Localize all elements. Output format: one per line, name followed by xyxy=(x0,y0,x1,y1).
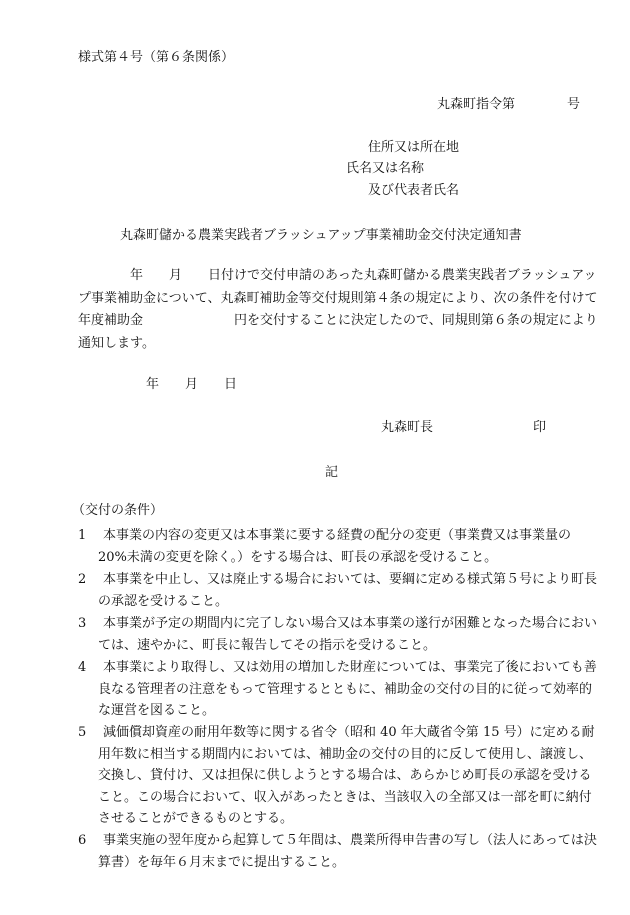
condition-text: 事業実施の翌年度から起算して５年間は、農業所得申告書の写し（法人にあっては決算書）を毎年６月末までに提出すること。 xyxy=(90,833,597,870)
condition-number: 2 xyxy=(78,572,87,587)
conditions-header: （交付の条件） xyxy=(72,503,164,518)
condition-number: 6 xyxy=(78,833,87,848)
condition-number: 1 xyxy=(78,528,87,543)
condition-item xyxy=(78,657,602,722)
condition-number: 5 xyxy=(78,725,87,740)
issue-date: 年 月 日 xyxy=(146,377,238,392)
condition-text: 減価償却資産の耐用年数等に関する省令（昭和 40 年大蔵省令第 15 号）に定める耐用年数に相当する期間内においては、補助金の交付の目的に反して使用し、譲渡し、交換し、貸付け、又は担保に供しようとする場合は、あらかじめ町長の承認を受けること。この場合において、収入があったときは、当該収入の全部又は一部を町に納付させることができるものとする。 xyxy=(90,725,595,826)
condition-text: 本事業が予定の期間内に完了しない場合又は本事業の遂行が困難となった場合においては、速やかに、町長に報告してその指示を受けること。 xyxy=(90,616,598,653)
document-title: 丸森町儲かる農業実践者ブラッシュアップ事業補助金交付決定通知書 xyxy=(120,228,522,243)
recipient-name: 氏名又は名称 xyxy=(346,161,425,176)
form-label: 様式第４号（第６条関係） xyxy=(78,50,235,65)
issuer-name: 丸森町長 xyxy=(381,420,434,435)
recipient-representative: 及び代表者氏名 xyxy=(368,183,460,198)
condition-number: 3 xyxy=(78,616,87,631)
body-paragraph: 年 月 日付けで交付申請のあった丸森町儲かる農業実践者ブラッシュアップ事業補助金について、丸森町補助金等交付規則第４条の規定により、次の条件を付けて 年度補助金 円を交付することに決定したので、同規則第６条の規定により通知します。 xyxy=(78,268,624,351)
document-number: 丸森町指令第 号 xyxy=(437,97,581,112)
ki-heading: 記 xyxy=(325,465,339,480)
recipient-address: 住所又は所在地 xyxy=(368,140,460,155)
condition-item xyxy=(78,613,602,656)
condition-item xyxy=(78,525,602,568)
condition-item xyxy=(78,722,602,830)
condition-item xyxy=(78,830,602,873)
condition-item xyxy=(78,569,602,612)
condition-text: 本事業により取得し、又は効用の増加した財産については、事業完了後においても善良なる管理者の注意をもって管理するとともに、補助金の交付の目的に従って効率的な運営を図ること。 xyxy=(90,660,597,718)
condition-number: 4 xyxy=(78,660,87,675)
seal-mark: 印 xyxy=(533,420,547,435)
condition-text: 本事業を中止し、又は廃止する場合においては、要綱に定める様式第５号により町長の承認を受けること。 xyxy=(90,572,598,609)
condition-text: 本事業の内容の変更又は本事業に要する経費の配分の変更（事業費又は事業量の 20%未満の変更を除く。）をする場合は、町長の承認を受けること。 xyxy=(90,528,572,565)
